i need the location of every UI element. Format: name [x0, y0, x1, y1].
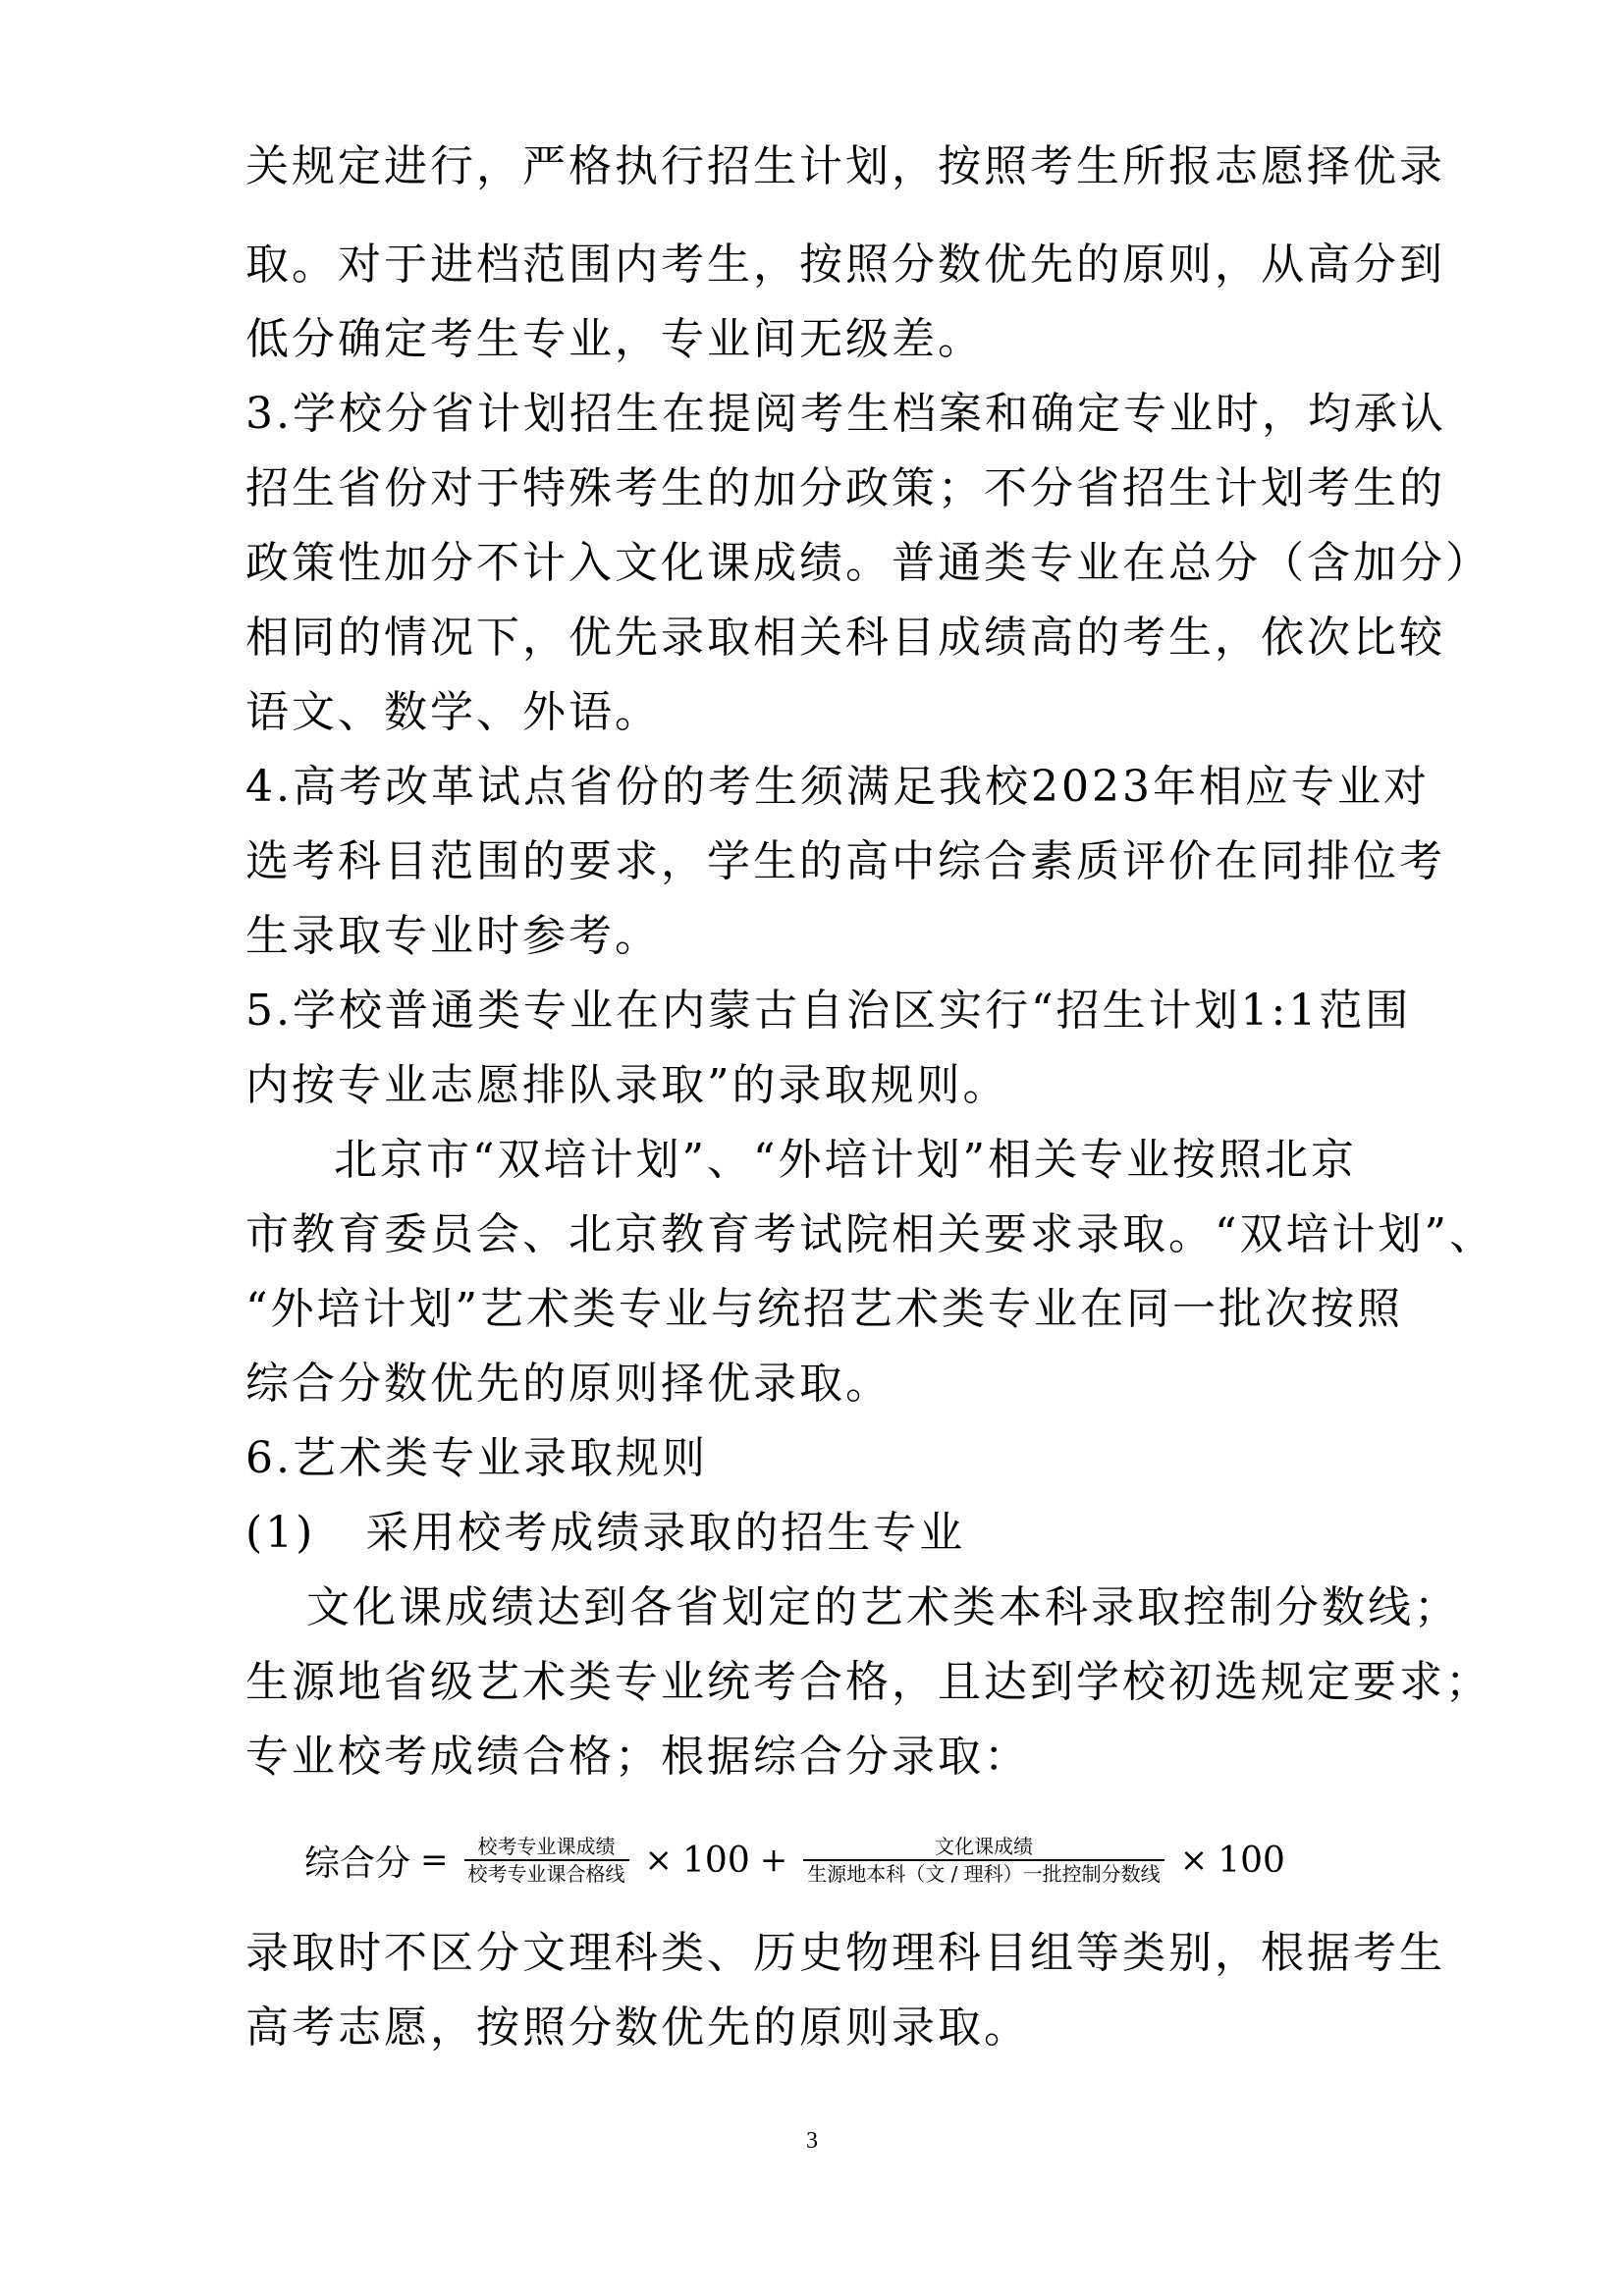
text-line: 综合分数优先的原则择优录取。 [245, 1359, 892, 1409]
text-line: 相同的情况下，优先录取相关科目成绩高的考生，依次比较 [245, 613, 1445, 663]
text-line: 3.学校分省计划招生在提阅考生档案和确定专业时，均承认 [245, 389, 1446, 439]
text-line: 6.艺术类专业录取规则 [245, 1433, 708, 1483]
text-line: (1) 采用校考成绩录取的招生专业 [245, 1508, 966, 1558]
times-sign: × [644, 1841, 674, 1880]
multiplier: 100 [682, 1840, 750, 1881]
text-line: 市教育委员会、北京教育考试院相关要求录取。“双培计划”、 [245, 1209, 1495, 1259]
text-line: 关规定进行，严格执行招生计划，按照考生所报志愿择优录 [245, 141, 1445, 191]
text-line: 取。对于进档范围内考生，按照分数优先的原则，从高分到 [245, 240, 1445, 290]
text-line: 4.高考改革试点省份的考生须满足我校2023年相应专业对 [245, 762, 1430, 812]
text-line: 语文、数学、外语。 [245, 687, 661, 737]
text-line: 高考志愿，按照分数优先的原则录取。 [245, 2002, 1030, 2053]
formula-lhs: 综合分 [304, 1842, 411, 1884]
multiplier: 100 [1218, 1840, 1285, 1881]
fraction-professional [464, 1834, 629, 1887]
text-line: 低分确定考生专业，专业间无级差。 [245, 314, 984, 364]
composite-score-formula [304, 1816, 1335, 1904]
text-line: 北京市“双培计划”、“外培计划”相关专业按照北京 [334, 1135, 1357, 1185]
times-sign: × [1179, 1841, 1209, 1880]
text-line: 录取时不区分文理科类、历史物理科目组等类别，根据考生 [245, 1928, 1445, 1978]
fraction-denominator: 校考专业课合格线 [467, 1862, 625, 1886]
fraction-culture [803, 1834, 1164, 1887]
text-line: 5.学校普通类专业在内蒙古自治区实行“招生计划1:1范围 [245, 986, 1412, 1036]
text-line: 选考科目范围的要求，学生的高中综合素质评价在同排位考 [245, 836, 1445, 886]
text-line: 生录取专业时参考。 [245, 911, 661, 961]
fraction-numerator: 校考专业课成绩 [477, 1835, 616, 1858]
page-number: 3 [806, 2128, 818, 2154]
equals-sign: = [420, 1841, 449, 1880]
text-line: 文化课成绩达到各省划定的艺术类本科录取控制分数线； [306, 1582, 1460, 1632]
text-line: 生源地省级艺术类专业统考合格，且达到学校初选规定要求； [245, 1657, 1491, 1707]
fraction-denominator: 生源地本科（文 / 理科）一批控制分数线 [807, 1862, 1161, 1886]
text-line: 专业校考成绩合格；根据综合分录取： [245, 1732, 1030, 1782]
plus-sign: + [759, 1841, 788, 1880]
text-line: 政策性加分不计入文化课成绩。普通类专业在总分（含加分） [245, 538, 1491, 588]
text-line: 招生省份对于特殊考生的加分政策；不分省招生计划考生的 [245, 463, 1445, 513]
text-line: “外培计划”艺术类专业与统招艺术类专业在同一批次按照 [245, 1284, 1403, 1334]
text-line: 内按专业志愿排队录取”的录取规则。 [245, 1060, 1009, 1110]
fraction-numerator: 文化课成绩 [934, 1835, 1033, 1858]
